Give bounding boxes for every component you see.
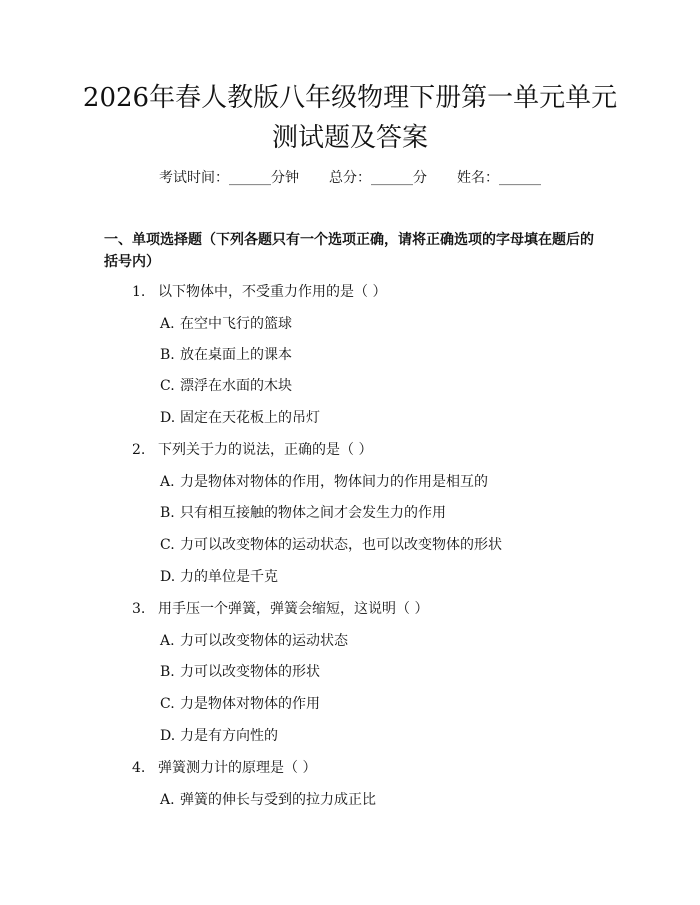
question-2 bbox=[132, 440, 372, 460]
question-text: 下列关于力的说法，正确的是（ ） bbox=[158, 442, 373, 458]
question-number: 2. bbox=[132, 442, 146, 458]
option-text: 力的单位是千克 bbox=[180, 569, 278, 585]
question-1-option-b bbox=[160, 345, 292, 365]
option-text: 放在桌面上的课本 bbox=[180, 347, 292, 363]
question-number: 4. bbox=[132, 760, 146, 776]
question-2-option-a bbox=[160, 472, 488, 492]
option-text: 力可以改变物体的形状 bbox=[180, 664, 320, 680]
option-letter: C. bbox=[160, 696, 175, 712]
option-letter: A. bbox=[160, 316, 175, 332]
section-heading: 一、单项选择题（下列各题只有一个选项正确，请将正确选项的字母填在题后的括号内） bbox=[104, 232, 594, 270]
question-1-option-d bbox=[160, 408, 320, 428]
question-1-option-a bbox=[160, 314, 292, 334]
question-4-option-a bbox=[160, 790, 376, 810]
option-text: 力是物体对物体的作用，物体间力的作用是相互的 bbox=[180, 474, 488, 490]
student-name-label: 姓名：______ bbox=[457, 170, 541, 186]
question-text: 弹簧测力计的原理是（ ） bbox=[158, 760, 317, 776]
question-2-option-d bbox=[160, 567, 278, 587]
exam-time-label: 考试时间：______分钟 bbox=[159, 170, 299, 186]
option-letter: A. bbox=[160, 633, 175, 649]
exam-meta bbox=[0, 168, 700, 188]
question-3 bbox=[132, 599, 428, 619]
option-text: 力可以改变物体的运动状态 bbox=[180, 633, 348, 649]
question-text: 用手压一个弹簧，弹簧会缩短，这说明（ ） bbox=[158, 601, 429, 617]
option-letter: C. bbox=[160, 378, 175, 394]
question-text: 以下物体中，不受重力作用的是（ ） bbox=[158, 284, 387, 300]
option-text: 只有相互接触的物体之间才会发生力的作用 bbox=[180, 505, 446, 521]
document-title: 2026年春人教版八年级物理下册第一单元单元测试题及答案 bbox=[82, 83, 618, 153]
question-2-option-c bbox=[160, 535, 502, 555]
option-text: 力可以改变物体的运动状态，也可以改变物体的形状 bbox=[180, 537, 502, 553]
question-3-option-d bbox=[160, 726, 278, 746]
question-3-option-c bbox=[160, 694, 320, 714]
question-4 bbox=[132, 758, 316, 778]
option-letter: D. bbox=[160, 410, 176, 426]
option-letter: B. bbox=[160, 347, 175, 363]
option-text: 在空中飞行的篮球 bbox=[180, 316, 292, 332]
option-text: 漂浮在水面的木块 bbox=[180, 378, 292, 394]
question-1 bbox=[132, 282, 386, 302]
option-text: 力是有方向性的 bbox=[180, 728, 278, 744]
question-number: 3. bbox=[132, 601, 146, 617]
option-letter: D. bbox=[160, 569, 176, 585]
question-2-option-b bbox=[160, 503, 446, 523]
option-text: 弹簧的伸长与受到的拉力成正比 bbox=[180, 792, 376, 808]
option-letter: A. bbox=[160, 792, 175, 808]
option-text: 力是物体对物体的作用 bbox=[180, 696, 320, 712]
question-1-option-c bbox=[160, 376, 292, 396]
option-letter: C. bbox=[160, 537, 175, 553]
option-text: 固定在天花板上的吊灯 bbox=[180, 410, 320, 426]
option-letter: A. bbox=[160, 474, 175, 490]
option-letter: D. bbox=[160, 728, 176, 744]
total-score-label: 总分：______分 bbox=[329, 170, 427, 186]
question-number: 1. bbox=[132, 284, 146, 300]
option-letter: B. bbox=[160, 505, 175, 521]
question-3-option-a bbox=[160, 631, 348, 651]
option-letter: B. bbox=[160, 664, 175, 680]
question-3-option-b bbox=[160, 662, 320, 682]
